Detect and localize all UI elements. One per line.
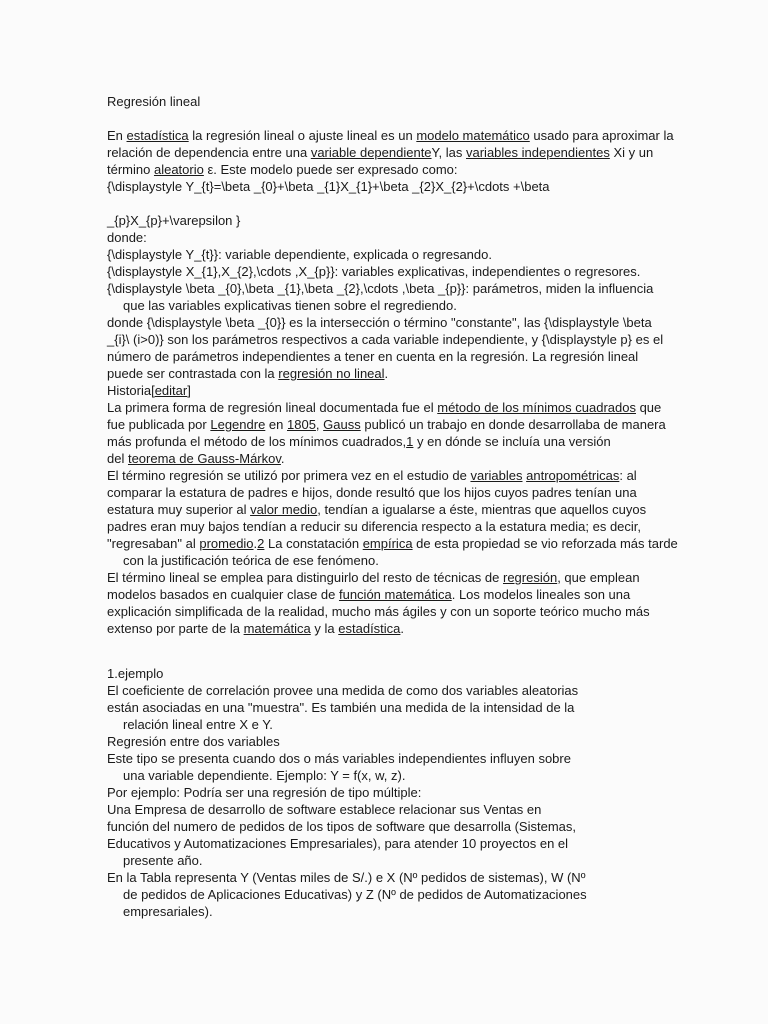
text-run: la regresión lineal o ajuste lineal es un xyxy=(188,128,417,143)
intro-line xyxy=(107,569,640,586)
text-run: de pedidos de Aplicaciones Educativas) y Z (Nº de pedidos de Automatizaciones xyxy=(123,887,587,902)
text-run: publicó un trabajo en donde desarrollaba de manera xyxy=(360,417,666,432)
text-run: Xi y un xyxy=(609,145,654,160)
example-line xyxy=(107,716,273,733)
example-line xyxy=(107,852,203,869)
text-run: , que emplean xyxy=(557,570,640,585)
text-run: estatura muy superior al xyxy=(107,502,251,517)
example-line xyxy=(107,682,578,699)
text-run: Historia[ xyxy=(107,383,155,398)
text-run: {\displaystyle Y_{t}=\beta _{0}+\beta _{1}X_{1}+\beta _{2}X_{2}+\cdots +\beta xyxy=(107,179,550,194)
inline-link[interactable]: método de los mínimos cuadrados xyxy=(437,400,636,415)
text-run: ε. Este modelo puede ser expresado como: xyxy=(203,162,458,177)
intro-line xyxy=(107,229,147,246)
example-line xyxy=(107,835,568,852)
inline-link[interactable]: valor medio xyxy=(250,502,318,517)
intro-line xyxy=(107,382,191,399)
text-run: usado para aproximar la xyxy=(529,128,674,143)
text-run: de esta propiedad se vio reforzada más tarde xyxy=(412,536,678,551)
intro-line xyxy=(107,586,630,603)
inline-link[interactable]: matemática xyxy=(243,621,311,636)
inline-link[interactable]: estadística xyxy=(126,128,189,143)
text-run: en xyxy=(265,417,287,432)
text-run: relación de dependencia entre una xyxy=(107,145,311,160)
example-line xyxy=(107,733,280,750)
doc-title: Regresión lineal xyxy=(107,94,201,109)
example-line xyxy=(107,886,587,903)
text-run: más profunda el método de los mínimos cuadrados, xyxy=(107,434,407,449)
text-run: fue publicada por xyxy=(107,417,211,432)
text-run: función del numero de pedidos de los tipos de software que desarrolla (Sistemas, xyxy=(107,819,576,834)
text-run: comparar la estatura de padres e hijos, donde resultó que los hijos cuyos padres tenían una xyxy=(107,485,637,500)
intro-line xyxy=(107,433,611,450)
intro-line xyxy=(107,127,674,144)
inline-link[interactable]: regresión no lineal xyxy=(278,366,385,381)
intro-line xyxy=(107,365,388,382)
text-run: El término lineal se emplea para distinguirlo del resto de técnicas de xyxy=(107,570,503,585)
text-run: . xyxy=(400,621,405,636)
intro-line xyxy=(107,280,653,297)
text-run: 1.ejemplo xyxy=(107,666,164,681)
intro-line xyxy=(107,467,637,484)
text-run: extenso por parte de la xyxy=(107,621,244,636)
example-line xyxy=(107,784,421,801)
example-line xyxy=(107,801,541,818)
text-run: donde {\displaystyle \beta _{0}} es la intersección o término "constante", las {\displaystyle \beta xyxy=(107,315,652,330)
intro-line xyxy=(107,178,550,195)
intro-line xyxy=(107,518,641,535)
intro-line xyxy=(107,144,653,161)
intro-line xyxy=(107,246,492,263)
inline-link[interactable]: Legendre xyxy=(210,417,266,432)
intro-line xyxy=(107,348,638,365)
text-run: : al xyxy=(619,468,637,483)
text-run: , tendían a igualarse a éste, mientras que aquellos cuyos xyxy=(317,502,647,517)
inline-link[interactable]: modelo matemático xyxy=(416,128,530,143)
text-run: "regresaban" al xyxy=(107,536,200,551)
inline-link[interactable]: antropométricas xyxy=(526,468,620,483)
intro-line xyxy=(107,212,240,229)
text-run: Por ejemplo: Podría ser una regresión de tipo múltiple: xyxy=(107,785,422,800)
inline-link[interactable]: función matemática xyxy=(338,587,452,602)
intro-line xyxy=(107,450,285,467)
text-run: , xyxy=(315,417,324,432)
inline-link[interactable]: variable dependiente xyxy=(310,145,432,160)
text-run: presente año. xyxy=(123,853,203,868)
text-run: relación lineal entre X e Y. xyxy=(123,717,273,732)
text-run: término xyxy=(107,162,154,177)
text-run: . xyxy=(280,451,285,466)
intro-line xyxy=(107,501,646,518)
text-run: La constatación xyxy=(264,536,363,551)
intro-line xyxy=(107,399,661,416)
intro-line xyxy=(107,161,458,178)
example-line xyxy=(107,869,585,886)
intro-line xyxy=(107,263,640,280)
text-run: y la xyxy=(310,621,339,636)
example-line xyxy=(107,665,163,682)
example-line xyxy=(107,818,576,835)
text-run: que xyxy=(635,400,662,415)
example-line xyxy=(107,767,405,784)
text-run: que las variables explicativas tienen sobre el regrediendo. xyxy=(123,298,457,313)
text-run: En xyxy=(107,128,127,143)
text-run: y en dónde se incluía una versión xyxy=(413,434,611,449)
text-run: El término regresión se utilizó por primera vez en el estudio de xyxy=(107,468,471,483)
intro-line xyxy=(107,314,652,331)
intro-line xyxy=(107,297,457,314)
inline-link[interactable]: regresión xyxy=(503,570,558,585)
text-run: {\displaystyle X_{1},X_{2},\cdots ,X_{p}}: variables explicativas, independientes o regresores. xyxy=(107,264,641,279)
intro-line xyxy=(107,331,663,348)
intro-line xyxy=(107,620,404,637)
text-run: {\displaystyle Y_{t}}: variable dependiente, explicada o regresando. xyxy=(107,247,492,262)
text-run: . xyxy=(253,536,258,551)
intro-line xyxy=(107,484,637,501)
example-line xyxy=(107,699,574,716)
text-run: Este tipo se presenta cuando dos o más variables independientes influyen sobre xyxy=(107,751,571,766)
intro-line xyxy=(107,535,678,552)
inline-link[interactable]: 2 xyxy=(257,536,265,551)
inline-link[interactable]: aleatorio xyxy=(153,162,204,177)
text-run: ] xyxy=(187,383,191,398)
intro-line xyxy=(107,416,666,433)
text-run: con la justificación teórica de ese fenómeno. xyxy=(123,553,379,568)
text-run: puede ser contrastada con la xyxy=(107,366,279,381)
text-run: padres eran muy bajos tendían a reducir su diferencia respecto a la estatura media; es decir, xyxy=(107,519,642,534)
text-run: una variable dependiente. Ejemplo: Y = f(x, w, z). xyxy=(123,768,406,783)
intro-line xyxy=(107,552,379,569)
example-line xyxy=(107,750,571,767)
text-run: . xyxy=(384,366,389,381)
text-run: La primera forma de regresión lineal documentada fue el xyxy=(107,400,438,415)
inline-link[interactable]: variables independientes xyxy=(466,145,610,160)
inline-link[interactable]: estadística xyxy=(338,621,401,636)
inline-link[interactable]: variables xyxy=(470,468,523,483)
text-run: _{p}X_{p}+\varepsilon } xyxy=(107,213,241,228)
text-run: Educativos y Automatizaciones Empresariales), para atender 10 proyectos en el xyxy=(107,836,569,851)
text-run: empresariales). xyxy=(123,904,213,919)
intro-line xyxy=(107,603,650,620)
inline-link[interactable]: 1 xyxy=(406,434,414,449)
example-line xyxy=(107,903,213,920)
text-run: En la Tabla representa Y (Ventas miles de S/.) e X (Nº pedidos de sistemas), W (Nº xyxy=(107,870,586,885)
inline-link[interactable]: teorema de Gauss-Márkov xyxy=(127,451,281,466)
text-run: modelos basados en cualquier clase de xyxy=(107,587,339,602)
text-run: del xyxy=(107,451,128,466)
text-run: . Los modelos lineales son una xyxy=(451,587,631,602)
text-run: {\displaystyle \beta _{0},\beta _{1},\beta _{2},\cdots ,\beta _{p}}: parámetros, miden la influencia xyxy=(107,281,654,296)
text-run: Una Empresa de desarrollo de software establece relacionar sus Ventas en xyxy=(107,802,542,817)
text-run: Regresión entre dos variables xyxy=(107,734,280,749)
inline-link[interactable]: empírica xyxy=(362,536,413,551)
text-run: están asociadas en una "muestra". Es también una medida de la intensidad de la xyxy=(107,700,575,715)
inline-link[interactable]: editar xyxy=(154,383,188,398)
text-run: explicación simplificada de la realidad, mucho más ágiles y con un soporte teórico mucho más xyxy=(107,604,650,619)
text-run: Y, las xyxy=(431,145,466,160)
text-run: donde: xyxy=(107,230,147,245)
text-run: El coeficiente de correlación provee una medida de como dos variables aleatorias xyxy=(107,683,579,698)
inline-link[interactable]: promedio xyxy=(199,536,254,551)
inline-link[interactable]: Gauss xyxy=(323,417,361,432)
inline-link[interactable]: 1805 xyxy=(287,417,316,432)
text-run: _{i}\ (i>0)} son los parámetros respectivos a cada variable independiente, y {\displaystyle p} es el xyxy=(107,332,664,347)
text-run: número de parámetros independientes a tener en cuenta en la regresión. La regresión lineal xyxy=(107,349,639,364)
